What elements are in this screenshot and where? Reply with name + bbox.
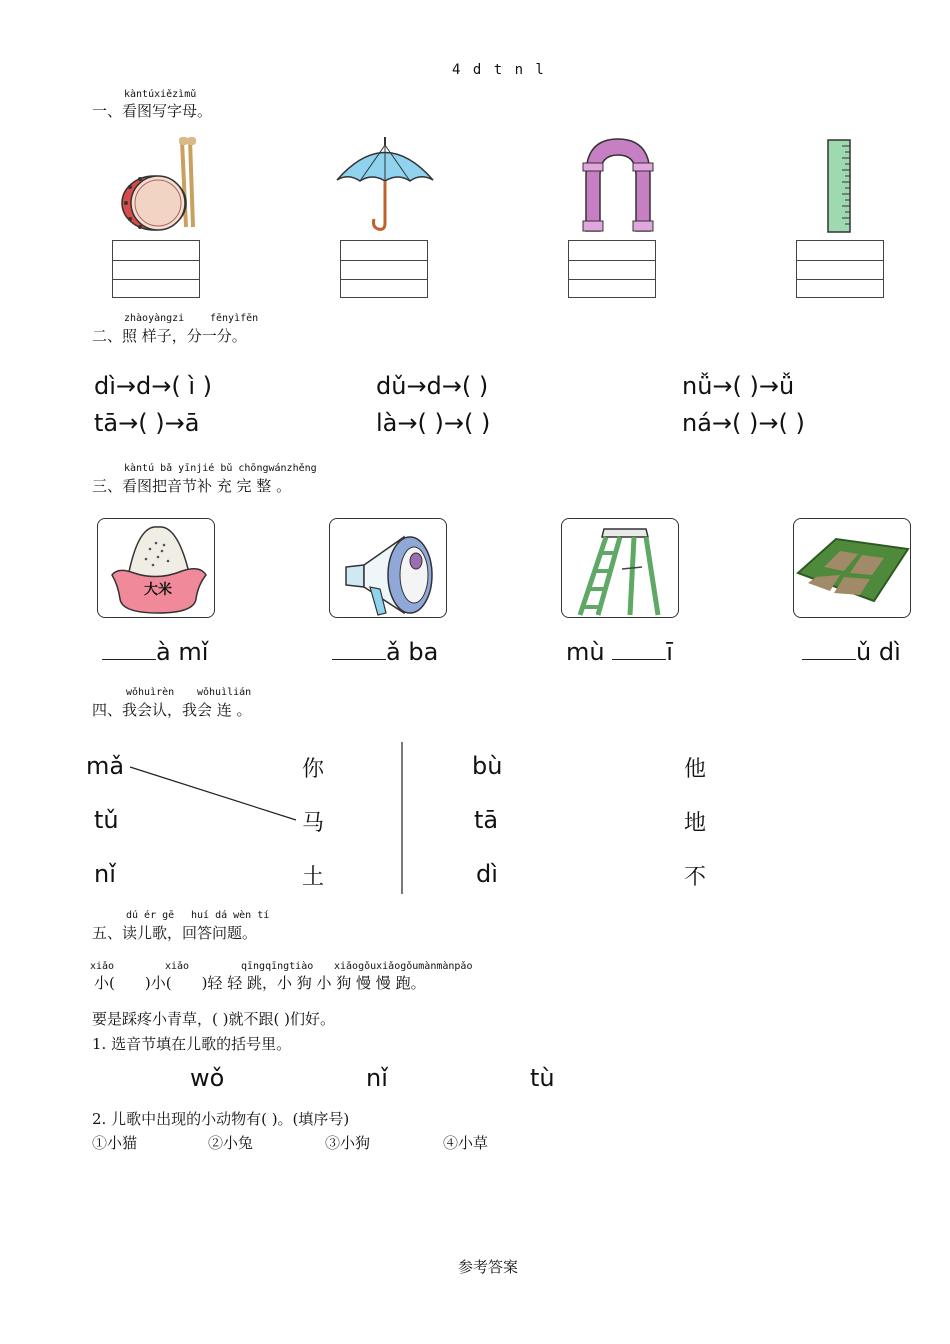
page-title: 4 d t n l <box>452 62 546 78</box>
pinyin-blank-row: ǔ dì <box>802 638 901 666</box>
section3-pinyin: kàntú bǎ yīnjié bǔ chōngwánzhěng <box>124 463 317 474</box>
match-char[interactable]: 土 <box>302 865 325 890</box>
match-pinyin[interactable]: nǐ <box>94 860 116 888</box>
match-char[interactable]: 马 <box>302 811 325 836</box>
sort-item: ná→( )→( ) <box>682 409 805 437</box>
poem-line-1: 小( )小( )轻 轻 跳，小 狗 小 狗 慢 慢 跑。 <box>94 974 426 992</box>
poem-line-2: 要是踩疼小青草，( )就不跟( )们好。 <box>92 1010 335 1028</box>
section2-pinyin-b: fēnyìfēn <box>210 313 259 324</box>
section4-pinyin-a: wǒhuìrèn <box>126 687 175 698</box>
match-line <box>130 767 296 820</box>
pinyin-blank-row: ǎ ba <box>332 638 438 666</box>
match-pinyin[interactable]: dì <box>476 860 498 888</box>
poem-pinyin: xiǎo <box>90 961 115 972</box>
section4-title: 四、我会认，我会 连 。 <box>92 701 252 719</box>
sort-item: dǔ→d→( ) <box>376 372 489 400</box>
match-char[interactable]: 他 <box>684 757 707 782</box>
section5-pinyin-a: dú ér gē <box>126 910 175 921</box>
section1-title: 一、看图写字母。 <box>92 102 213 120</box>
option-pinyin[interactable]: nǐ <box>366 1064 388 1092</box>
rice-bag-label: 大米 <box>144 582 172 598</box>
section5-title: 五、读儿歌，回答问题。 <box>92 924 258 942</box>
section1-pinyin: kàntúxiězìmǔ <box>124 89 197 100</box>
match-pinyin[interactable]: bù <box>472 752 503 780</box>
poem-pinyin: xiǎogǒuxiǎogǒumànmànpǎo <box>334 961 473 972</box>
match-char[interactable]: 你 <box>302 757 325 782</box>
poem-pinyin: xiǎo <box>165 961 190 972</box>
sort-item: tā→( )→ā <box>94 409 200 437</box>
poem-pinyin: qīngqīngtiào <box>241 961 314 972</box>
option-item[interactable]: ②小兔 <box>208 1134 254 1152</box>
option-item[interactable]: ④小草 <box>443 1134 489 1152</box>
option-item[interactable]: ③小狗 <box>325 1134 371 1152</box>
match-pinyin[interactable]: tā <box>474 806 499 834</box>
pinyin-blank-row: à mǐ <box>102 638 208 666</box>
question-1: 1. 选音节填在儿歌的括号里。 <box>92 1035 292 1053</box>
section4-pinyin-b: wǒhuìlián <box>197 687 252 698</box>
section5-pinyin-b: huí dá wèn tí <box>191 910 270 921</box>
section2-title: 二、照 样子，分一分。 <box>92 327 247 345</box>
answers-heading: 参考答案 <box>458 1258 519 1276</box>
match-pinyin[interactable]: mǎ <box>86 752 125 780</box>
option-pinyin[interactable]: tù <box>530 1064 555 1092</box>
match-pinyin[interactable]: tǔ <box>94 806 119 834</box>
question-2: 2. 儿歌中出现的小动物有( )。(填序号) <box>92 1110 350 1128</box>
match-char[interactable]: 地 <box>684 811 707 836</box>
section3-title: 三、看图把音节补 充 完 整 。 <box>92 477 292 495</box>
section2-pinyin-a: zhàoyàngzi <box>124 313 185 324</box>
sort-item: dì→d→( ì ) <box>94 372 213 400</box>
match-char[interactable]: 不 <box>684 865 707 890</box>
sort-item: nǚ→( )→ǚ <box>682 372 795 400</box>
option-pinyin[interactable]: wǒ <box>190 1064 225 1092</box>
pinyin-blank-row: mù ī <box>566 638 673 666</box>
sort-item: là→( )→( ) <box>376 409 491 437</box>
option-item[interactable]: ①小猫 <box>92 1134 138 1152</box>
